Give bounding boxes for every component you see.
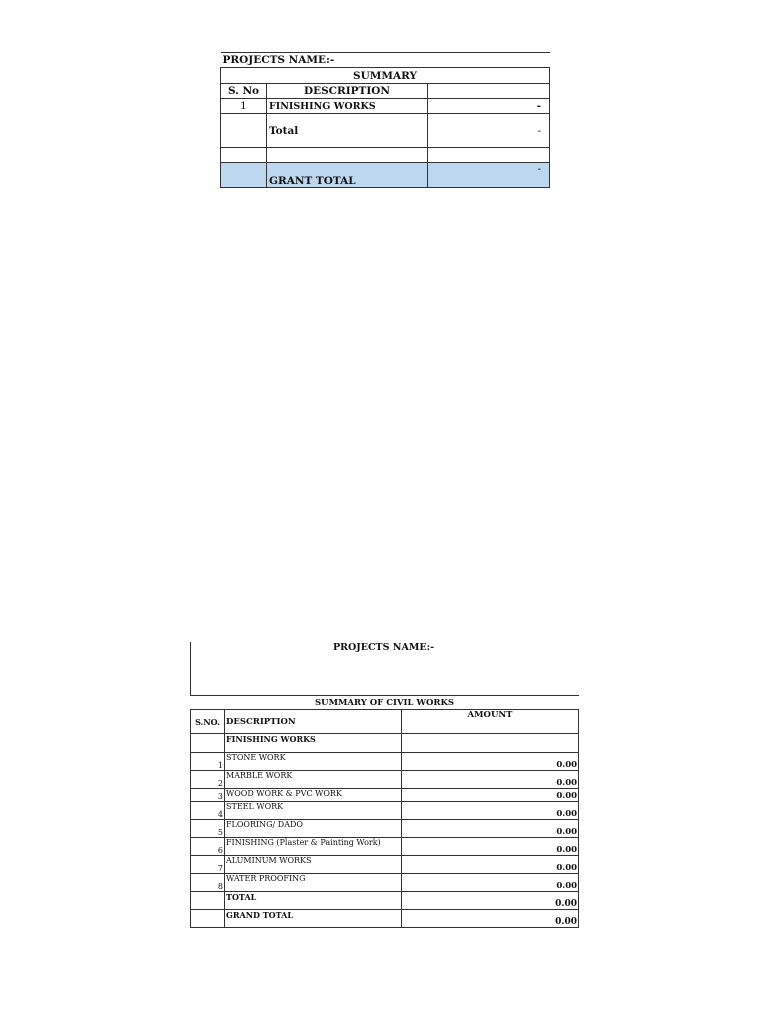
- row-amount: 0.00: [402, 856, 579, 874]
- total-sno-cell: [221, 114, 267, 148]
- summary-title: SUMMARY: [221, 68, 550, 84]
- row-amount: 0.00: [402, 838, 579, 856]
- header-sno: S. No: [221, 84, 267, 99]
- civil-total-row: [191, 892, 579, 910]
- table-row: [191, 753, 579, 771]
- row-sno: 7: [191, 856, 225, 874]
- table-row: [221, 99, 550, 114]
- row-description: FLOORING/ DADO: [225, 820, 402, 838]
- summary-table: [220, 52, 550, 188]
- row-sno: 1: [221, 99, 267, 114]
- empty-row: [221, 148, 550, 163]
- civil-header-amount: AMOUNT: [402, 710, 579, 734]
- table-row: [191, 856, 579, 874]
- row-sno: 5: [191, 820, 225, 838]
- table-row: [191, 838, 579, 856]
- empty-cell: [267, 148, 428, 163]
- civil-title-row: [191, 696, 579, 710]
- project-name: PROJECTS NAME:-: [221, 53, 550, 68]
- civil-title: SUMMARY OF CIVIL WORKS: [191, 696, 579, 710]
- row-amount: 0.00: [402, 753, 579, 771]
- row-sno: 8: [191, 874, 225, 892]
- row-description: WATER PROOFING: [225, 874, 402, 892]
- row-description: FINISHING (Plaster & Painting Work): [225, 838, 402, 856]
- header-row: [221, 84, 550, 99]
- empty-cell: [221, 148, 267, 163]
- grand-total-label: GRANT TOTAL: [267, 163, 428, 188]
- civil-works-table: [190, 695, 579, 928]
- civil-total-label: TOTAL: [225, 892, 402, 910]
- row-description: STEEL WORK: [225, 802, 402, 820]
- project-name-row: [221, 53, 550, 68]
- row-description: ALUMINUM WORKS: [225, 856, 402, 874]
- header-amount: [428, 84, 550, 99]
- total-amount: -: [428, 114, 550, 148]
- table-row: [191, 771, 579, 789]
- row-amount: -: [428, 99, 550, 114]
- table-row: [191, 820, 579, 838]
- grand-total-sno-cell: [221, 163, 267, 188]
- row-amount: 0.00: [402, 820, 579, 838]
- empty-cell: [191, 910, 225, 928]
- civil-grand-total-amount: 0.00: [402, 910, 579, 928]
- grand-total-row: [221, 163, 550, 188]
- row-amount: 0.00: [402, 771, 579, 789]
- row-sno: 6: [191, 838, 225, 856]
- header-description: DESCRIPTION: [267, 84, 428, 99]
- row-amount: 0.00: [402, 789, 579, 802]
- table-row: [191, 874, 579, 892]
- civil-grand-total-label: GRAND TOTAL: [225, 910, 402, 928]
- row-sno: 1: [191, 753, 225, 771]
- empty-cell: [191, 734, 225, 753]
- total-row: [221, 114, 550, 148]
- grand-total-amount: -: [428, 163, 550, 188]
- civil-header-row: [191, 710, 579, 734]
- row-sno: 2: [191, 771, 225, 789]
- row-sno: 3: [191, 789, 225, 802]
- row-description: STONE WORK: [225, 753, 402, 771]
- empty-cell: [402, 734, 579, 753]
- row-description: MARBLE WORK: [225, 771, 402, 789]
- table-row: [191, 789, 579, 802]
- table-row: [191, 802, 579, 820]
- civil-project-name: PROJECTS NAME:-: [332, 642, 435, 653]
- row-amount: 0.00: [402, 802, 579, 820]
- civil-header-description: DESCRIPTION: [225, 710, 402, 734]
- row-sno: 4: [191, 802, 225, 820]
- civil-section-label: FINISHING WORKS: [225, 734, 402, 753]
- total-label: Total: [267, 114, 428, 148]
- row-amount: 0.00: [402, 874, 579, 892]
- row-description: FINISHING WORKS: [267, 99, 428, 114]
- civil-header-sno: S.NO.: [191, 710, 225, 734]
- civil-total-amount: 0.00: [402, 892, 579, 910]
- row-description: WOOD WORK & PVC WORK: [225, 789, 402, 802]
- title-row: [221, 68, 550, 84]
- civil-grand-total-row: [191, 910, 579, 928]
- empty-cell: [428, 148, 550, 163]
- civil-section-row: [191, 734, 579, 753]
- empty-cell: [191, 892, 225, 910]
